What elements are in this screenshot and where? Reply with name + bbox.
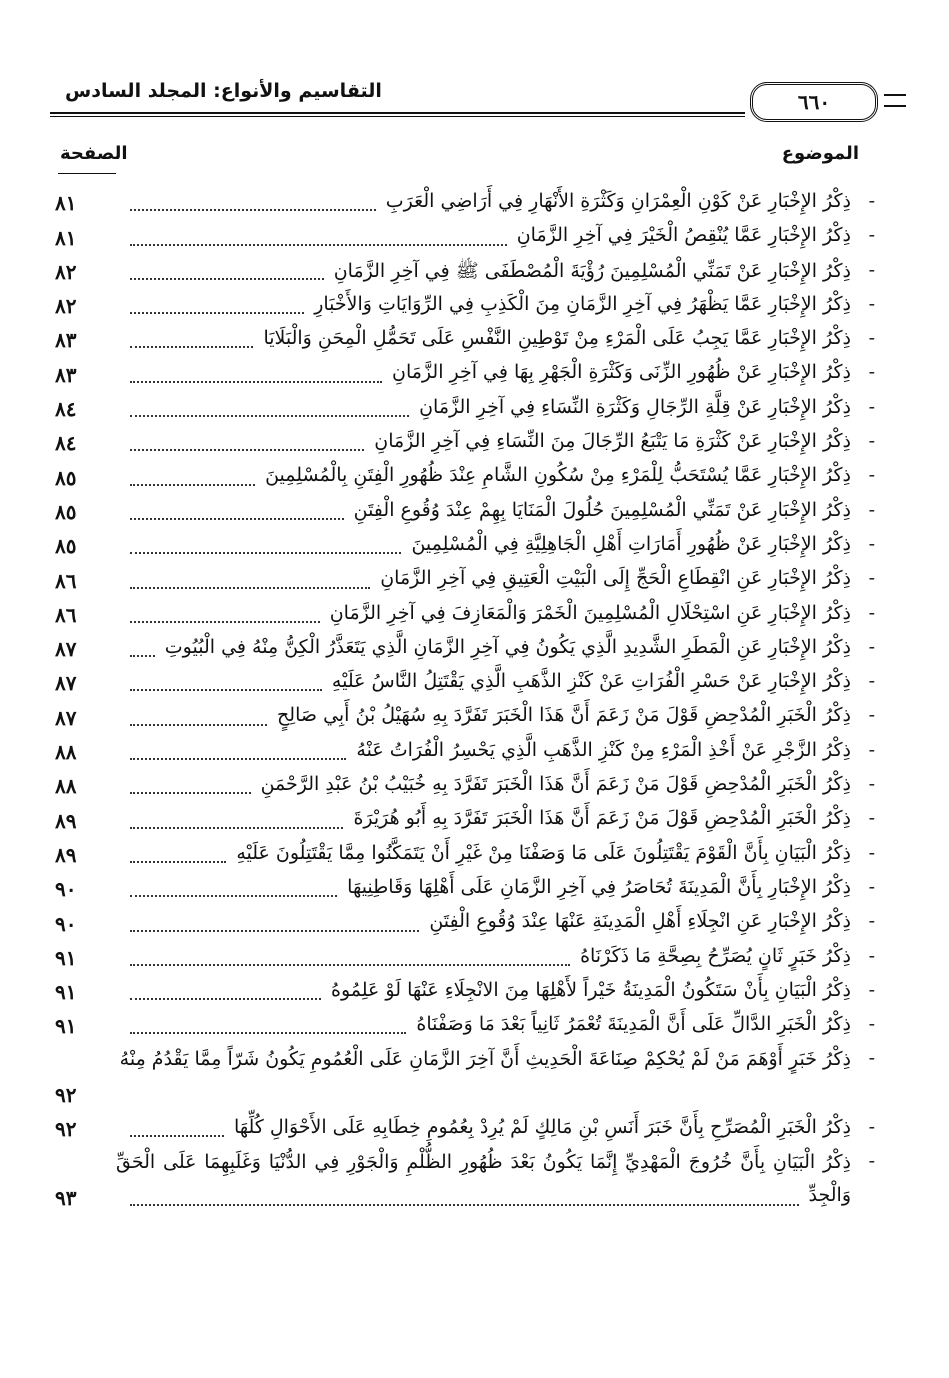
entry-page-number: ٩٣ [55, 1185, 77, 1210]
toc-entry [55, 872, 875, 906]
leader-dots [130, 621, 320, 623]
leader-dots [130, 346, 253, 348]
entry-title: ذِكْرُ الإِخْبَارِ عَنْ ظُهُورِ الزِّنَى وَكَثْرَةِ الْجَهْرِ بِهَا فِي آخِرِ الزَّمَانِ [392, 361, 851, 384]
toc-entry [55, 598, 875, 632]
leader-dots [130, 209, 376, 211]
entry-title: ذِكْرُ الزَّجْرِ عَنْ أَخْذِ الْمَرْءِ مِنْ كَنْزِ الذَّهَبِ الَّذِي يَحْسِرُ الْفُرَاتُ عَنْهُ [356, 738, 851, 761]
leader-dots [130, 724, 267, 726]
entry-page-number: ٨٥ [55, 534, 77, 559]
entry-title: ذِكْرُ الإِخْبَارِ عَمَّا يُسْتَحَبُّ لِلْمَرْءِ مِنْ سُكُونِ الشَّامِ عِنْدَ ظُهُورِ الْفِتَنِ بِالْمُسْلِمِينَ [265, 464, 851, 487]
entry-title: ذِكْرُ الإِخْبَارِ عَنْ تَمَنِّي الْمُسْلِمِينَ حُلُولَ الْمَنَايَا بِهِمْ عِنْدَ وُقُوعِ الْفِتَنِ [353, 498, 851, 521]
entry-bullet: - [868, 327, 875, 350]
entry-bullet: - [868, 464, 875, 487]
toc-entry [55, 975, 875, 1009]
header-ornament [884, 94, 906, 107]
entry-title: ذِكْرُ الْبَيَانِ بِأَنْ سَتَكُونُ الْمَدِينَةُ خَيْراً لأَهْلِهَا مِنَ الانْجِلَاءِ عَنْهَا لَوْ عَلِمُوهُ [331, 978, 851, 1001]
leader-dots [130, 518, 344, 520]
entry-bullet: - [868, 601, 875, 624]
toc-entry [55, 426, 875, 460]
toc-entry [55, 1112, 875, 1146]
leader-dots [130, 827, 343, 829]
entry-bullet: - [868, 258, 875, 281]
entry-page-number: ٩٢ [55, 1117, 77, 1142]
page-number: ٦٦٠ [750, 82, 878, 122]
entry-title: ذِكْرُ الْبَيَانِ بِأَنَّ الْقَوْمَ يَقْتَتِلُونَ عَلَى مَا وَصَفْنَا مِنْ غَيْرِ أَنْ يَتَمَكَّنُوا مِمَّا يَقْتَتِلُونَ عَلَيْهِ [236, 841, 851, 864]
leader-dots [130, 244, 507, 246]
entry-page-number: ٩٢ [55, 1083, 77, 1108]
entry-bullet: - [868, 532, 875, 555]
entry-page-number: ٨١ [55, 225, 77, 250]
entry-title: ذِكْرُ خَبَرٍ ثَانٍ يُصَرِّحُ بِصِحَّةِ مَا ذَكَرْنَاهُ [580, 944, 851, 967]
entry-title: ذِكْرُ الإِخْبَارِ عَنْ ظُهُورِ أَمَارَاتِ أَهْلِ الْجَاهِلِيَّةِ فِي الْمُسْلِمِينَ [411, 532, 851, 555]
entry-title: ذِكْرُ الإِخْبَارِ بِأَنَّ الْمَدِينَةَ تُحَاصَرُ فِي آخِرِ الزَّمَانِ عَلَى أَهْلِهَا وَقَاطِنِيهَا [347, 875, 851, 898]
entry-bullet: - [868, 1047, 875, 1070]
entry-title: ذِكْرُ الإِخْبَارِ عَنِ انْقِطَاعِ الْحَجِّ إِلَى الْبَيْتِ الْعَتِيقِ فِي آخِرِ الزَّمَانِ [380, 567, 851, 590]
entry-page-number: ٨٩ [55, 842, 77, 867]
entry-bullet: - [868, 841, 875, 864]
entry-page-number: ٨٧ [55, 637, 77, 662]
entry-bullet: - [868, 190, 875, 212]
entry-page-number: ٨٢ [55, 294, 77, 319]
entry-page-number: ٨٩ [55, 808, 77, 833]
entry-bullet: - [868, 738, 875, 761]
leader-dots [130, 552, 401, 554]
entry-bullet: - [868, 430, 875, 453]
toc-entry [55, 838, 875, 872]
column-heading-topic: الموضوع [781, 143, 859, 164]
entry-title: ذِكْرُ الْخَبَرِ الْمُدْحِضِ قَوْلَ مَنْ زَعَمَ أَنَّ هَذَا الْخَبَرَ تَفَرَّدَ بِهِ سُهَيْلُ بْنُ أَبِي صَالِحٍ [277, 704, 851, 727]
toc-entry [55, 255, 875, 289]
leader-dots [130, 278, 324, 280]
leader-dots [130, 964, 570, 966]
entry-title: ذِكْرُ الإِخْبَارِ عَنْ حَسْرِ الْفُرَاتِ عَنْ كَنْزِ الذَّهَبِ الَّذِي يَقْتَتِلُ النَّاسُ عَلَيْهِ [331, 670, 851, 693]
leader-dots [130, 998, 321, 1000]
toc-entry [55, 495, 875, 529]
entry-bullet: - [868, 498, 875, 521]
entry-title: ذِكْرُ الإِخْبَارِ عَمَّا يُنْقِصُ الْخَيْرَ فِي آخِرِ الزَّمَانِ [516, 224, 851, 247]
entry-bullet: - [868, 361, 875, 384]
leader-dots [130, 758, 346, 760]
toc-entry [55, 1009, 875, 1043]
toc-entry [55, 186, 875, 220]
toc-entry [55, 700, 875, 734]
entry-title: ذِكْرُ الإِخْبَارِ عَنْ كَوْنِ الْعِمْرَانِ وَكَثْرَةِ الأَنْهَارِ فِي أَرَاضِي الْعَرَبِ [385, 190, 851, 212]
entry-page-number: ٨٥ [55, 499, 77, 524]
entry-title: ذِكْرُ الإِخْبَارِ عَنِ اسْتِحْلَالِ الْمُسْلِمِينَ الْخَمْرَ وَالْمَعَازِفَ فِي آخِرِ الزَّمَانِ [329, 601, 851, 624]
leader-dots [130, 484, 255, 486]
leader-dots [130, 1204, 799, 1206]
toc-entry [55, 563, 875, 597]
entry-title: ذِكْرُ الْخَبَرِ الْمُدْحِضِ قَوْلَ مَنْ زَعَمَ أَنَّ هَذَا الْخَبَرَ تَفَرَّدَ بِهِ أَبُو هُرَيْرَةَ [353, 807, 851, 830]
toc-entry [55, 666, 875, 700]
entry-bullet: - [868, 1150, 875, 1173]
entry-bullet: - [868, 1116, 875, 1139]
entry-title: ذِكْرُ الإِخْبَارِ عَنْ قِلَّةِ الرِّجَالِ وَكَثْرَةِ النِّسَاءِ فِي آخِرِ الزَّمَانِ [419, 395, 851, 418]
entry-bullet: - [868, 875, 875, 898]
entry-page-number: ٩١ [55, 1014, 77, 1039]
leader-dots [130, 1135, 224, 1137]
leader-dots [130, 312, 304, 314]
entry-title: ذِكْرُ الإِخْبَارِ عَنِ انْجِلَاءِ أَهْلِ الْمَدِينَةِ عَنْهَا عِنْدَ وُقُوعِ الْفِتَنِ [429, 910, 851, 933]
entry-title: ذِكْرُ خَبَرٍ أَوْهَمَ مَنْ لَمْ يُحْكِمْ صِنَاعَةَ الْحَدِيثِ أَنَّ آخِرَ الزَّمَانِ عَلَى الْعُمُومِ يَكُونُ شَرّاً مِمَّا يَقْدُمُ مِنْهُ [119, 1048, 851, 1071]
entry-bullet: - [868, 704, 875, 727]
leader-dots [130, 449, 364, 451]
toc-entry [55, 289, 875, 323]
entry-page-number: ٩١ [55, 945, 77, 970]
toc-entry [55, 803, 875, 837]
leader-dots [130, 415, 409, 417]
entry-title: ذِكْرُ الإِخْبَارِ عَنْ تَمَنِّي الْمُسْلِمِينَ رُؤْيَةَ الْمُصْطَفَى ﷺ فِي آخِرِ الزَّمَانِ [333, 259, 851, 282]
leader-dots [130, 792, 251, 794]
entry-bullet: - [868, 807, 875, 830]
entry-page-number: ٨١ [55, 191, 77, 216]
entry-bullet: - [868, 670, 875, 693]
entry-page-number: ٨٦ [55, 568, 77, 593]
toc-entry [55, 769, 875, 803]
entry-page-number: ٨٢ [55, 259, 77, 284]
toc-entry [55, 529, 875, 563]
leader-dots [130, 1032, 406, 1034]
entry-bullet: - [868, 773, 875, 796]
leader-dots [130, 655, 155, 657]
entry-bullet: - [868, 292, 875, 315]
entry-page-number: ٨٨ [55, 774, 77, 799]
toc-entry [55, 460, 875, 494]
entry-bullet: - [868, 1013, 875, 1036]
toc-entry [55, 632, 875, 666]
entry-title: ذِكْرُ الْخَبَرِ الْمُدْحِضِ قَوْلَ مَنْ زَعَمَ أَنَّ هَذَا الْخَبَرَ تَفَرَّدَ بِهِ خُبَيْبُ بْنُ عَبْدِ الرَّحْمَنِ [260, 773, 851, 796]
toc-entry [55, 906, 875, 940]
entry-page-number: ٩١ [55, 980, 77, 1005]
entry-page-number: ٨٦ [55, 602, 77, 627]
entry-bullet: - [868, 910, 875, 933]
column-heading-page: الصفحة [60, 143, 128, 164]
entry-page-number: ٩٠ [55, 911, 77, 936]
leader-dots [130, 381, 382, 383]
entry-title: ذِكْرُ الْبَيَانِ بِأَنَّ خُرُوجَ الْمَهْدِيِّ إِنَّمَا يَكُونُ بَعْدَ ظُهُورِ الظُّلْمِ وَالْجَوْرِ فِي الدُّنْيَا وَغَلَبِهِمَا عَلَى الْحَقِّ وَالْجِدِّ [116, 1151, 851, 1207]
leader-dots [130, 587, 370, 589]
toc-entry [55, 392, 875, 426]
entry-bullet: - [868, 567, 875, 590]
entry-page-number: ٩٠ [55, 877, 77, 902]
entry-title: ذِكْرُ الإِخْبَارِ عَمَّا يَظْهَرُ فِي آخِرِ الزَّمَانِ مِنَ الْكَذِبِ فِي الرِّوَايَاتِ وَالأَخْبَارِ [314, 292, 851, 315]
toc-entry [55, 220, 875, 254]
entry-title: ذِكْرُ الإِخْبَارِ عَنِ الْمَطَرِ الشَّدِيدِ الَّذِي يَكُونُ فِي آخِرِ الزَّمَانِ الَّذِي يَتَعَذَّرُ الْكِنُّ مِنْهُ فِي الْبُيُوتِ [164, 635, 851, 658]
toc-entry [55, 941, 875, 975]
entry-bullet: - [868, 224, 875, 247]
entry-bullet: - [868, 944, 875, 967]
entry-title: ذِكْرُ الْخَبَرِ الْمُصَرِّحِ بِأَنَّ خَبَرَ أَنَسِ بْنِ مَالِكٍ لَمْ يُرِدْ بِعُمُومِ خِطَابِهِ عَلَى الأَحْوَالِ كُلِّهَا [233, 1116, 851, 1139]
entry-page-number: ٨٣ [55, 328, 77, 353]
entry-bullet: - [868, 978, 875, 1001]
toc-entry [55, 735, 875, 769]
page-header [50, 78, 902, 128]
entry-page-number: ٨٣ [55, 362, 77, 387]
entry-bullet: - [868, 395, 875, 418]
entry-title: ذِكْرُ الإِخْبَارِ عَنْ كَثْرَةِ مَا يَتْبَعُ الرِّجَالَ مِنَ النِّسَاءِ فِي آخِرِ الزَّمَانِ [374, 430, 851, 453]
column-heading-underline [58, 173, 116, 174]
entry-page-number: ٨٧ [55, 705, 77, 730]
toc-entry [55, 1043, 875, 1112]
header-rule-thin [50, 116, 745, 117]
entry-page-number: ٨٤ [55, 397, 77, 422]
entry-page-number: ٨٥ [55, 465, 77, 490]
entry-title: ذِكْرُ الْخَبَرِ الدَّالِّ عَلَى أَنَّ الْمَدِينَةَ تُعْمَرُ ثَانِياً بَعْدَ مَا وَصَفْنَاهُ [416, 1013, 851, 1036]
toc-entry [55, 323, 875, 357]
leader-dots [130, 895, 337, 897]
table-of-contents [55, 186, 875, 1215]
entry-bullet: - [868, 635, 875, 658]
entry-page-number: ٨٨ [55, 740, 77, 765]
leader-dots [130, 689, 322, 691]
entry-page-number: ٨٧ [55, 671, 77, 696]
entry-page-number: ٨٤ [55, 431, 77, 456]
leader-dots [130, 930, 419, 932]
toc-entry [55, 357, 875, 391]
toc-entry [55, 1146, 875, 1215]
header-rule [50, 112, 745, 114]
running-title: التقاسيم والأنواع: المجلد السادس [65, 80, 382, 102]
entry-title: ذِكْرُ الإِخْبَارِ عَمَّا يَجِبُ عَلَى الْمَرْءِ مِنْ تَوْطِينِ النَّفْسِ عَلَى تَحَمُّلِ الْمِحَنِ وَالْبَلَايَا [263, 327, 851, 350]
leader-dots [130, 861, 226, 863]
